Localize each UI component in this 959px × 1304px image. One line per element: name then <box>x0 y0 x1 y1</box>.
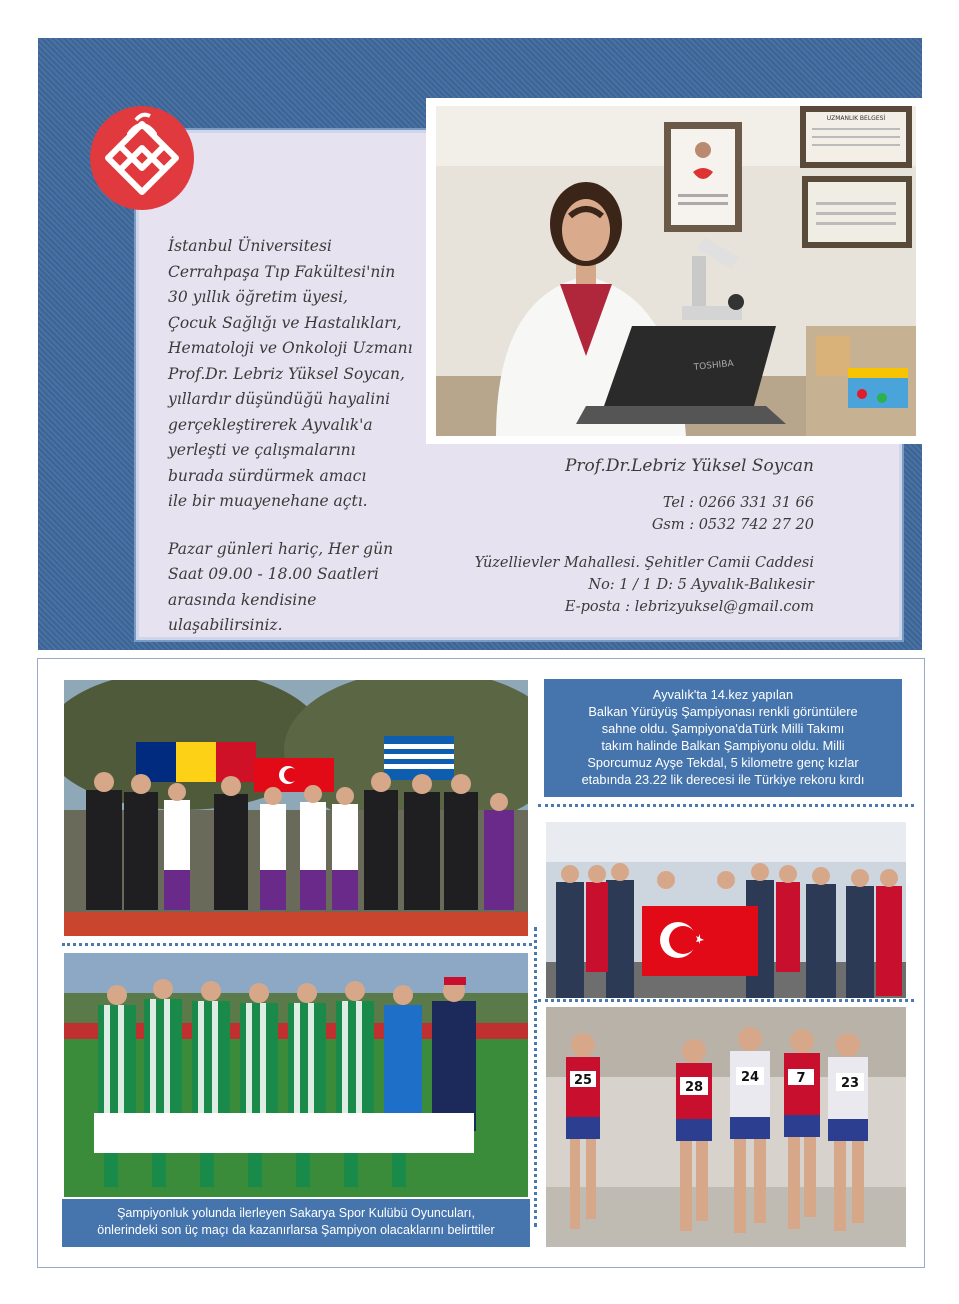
walk-caption-line: sahne oldu. Şampiyona'daTürk Milli Takımı <box>601 721 845 736</box>
intro-line: ile bir muayenehane açtı. <box>168 492 368 510</box>
phone-number: Tel : 0266 331 31 66 <box>662 495 814 511</box>
intro-line: Hematoloji ve Onkoloji Uzmanı <box>168 339 413 357</box>
doctor-advertisement <box>38 38 922 650</box>
laptop-brand-label: TOSHIBA <box>693 358 735 373</box>
intro-line: 30 yıllık öğretim üyesi, <box>168 288 348 306</box>
intro-line: yıllardır düşündüğü hayalini <box>168 390 391 408</box>
hours-line: Saat 09.00 - 18.00 Saatleri <box>168 565 379 583</box>
race-walkers-photo <box>546 1007 906 1247</box>
doctor-introduction <box>168 234 428 639</box>
race-bib-number: 25 <box>573 1073 593 1088</box>
hours-line: Pazar günleri hariç, Her gün <box>168 539 394 558</box>
address-line-2: No: 1 / 1 D: 5 Ayvalık-Balıkesir <box>588 577 814 593</box>
dotted-divider <box>62 943 532 946</box>
turkish-team-photo <box>546 822 906 998</box>
doctor-photo <box>426 98 924 444</box>
doctor-name: Prof.Dr.Lebriz Yüksel Soycan <box>564 456 814 476</box>
intro-line: Cerrahpaşa Tıp Fakültesi'nin <box>168 262 396 281</box>
race-bib-number: 7 <box>796 1071 806 1086</box>
football-team-photo <box>64 953 528 1197</box>
intro-line: İstanbul Üniversitesi <box>168 237 332 255</box>
walk-caption-line: Balkan Yürüyüş Şampiyonası renkli görüntülere <box>588 704 858 719</box>
medical-knot-logo-icon <box>88 104 196 212</box>
dotted-divider <box>538 804 914 807</box>
contact-info <box>475 456 814 618</box>
address-line-1: Yüzellievler Mahallesi. Şehitler Camii Caddesi <box>474 555 814 571</box>
walk-caption-line: Ayvalık'ta 14.kez yapılan <box>652 687 794 702</box>
intro-line: gerçekleştirerek Ayvalık'a <box>168 415 373 434</box>
certificate-title: UZMANLIK BELGESİ <box>826 115 886 122</box>
dotted-divider <box>534 927 537 1227</box>
intro-line: Çocuk Sağlığı ve Hastalıkları, <box>168 313 402 332</box>
email-address: E-posta : lebrizyuksel@gmail.com <box>564 599 814 615</box>
football-caption-line: önlerindeki son üç maçı da kazanırlarsa Şampiyon olacaklarını belirttiler <box>97 1223 495 1237</box>
intro-line: burada sürdürmek amacı <box>168 466 367 485</box>
office-hours <box>168 537 428 639</box>
race-bib-number: 28 <box>684 1080 704 1095</box>
hours-line: arasında kendisine ulaşabilirsiniz. <box>168 590 317 634</box>
race-bib-number: 23 <box>840 1076 860 1091</box>
sports-news-section <box>37 658 925 1268</box>
intro-line: Prof.Dr. Lebriz Yüksel Soycan, <box>168 364 405 383</box>
intro-line: yerleşti ve çalışmalarını <box>168 441 356 459</box>
football-team-caption <box>62 1199 530 1247</box>
walk-caption-line: Sporcumuz Ayşe Tekdal, 5 kilometre genç kızlar <box>587 755 859 770</box>
football-caption-line: Şampiyonluk yolunda ilerleyen Sakarya Spor Kulübü Oyuncuları, <box>117 1206 475 1220</box>
race-bib-number: 24 <box>740 1070 760 1085</box>
walking-championship-caption <box>544 679 902 797</box>
walk-caption-line: etabında 23.22 lik derecesi ile Türkiye rekoru kırdı <box>581 772 865 787</box>
mobile-number: Gsm : 0532 742 27 20 <box>651 517 814 533</box>
dotted-divider <box>538 999 914 1002</box>
walk-caption-line: takım halinde Balkan Şampiyonu oldu. Milli <box>601 738 845 753</box>
ceremony-photo <box>64 680 528 936</box>
